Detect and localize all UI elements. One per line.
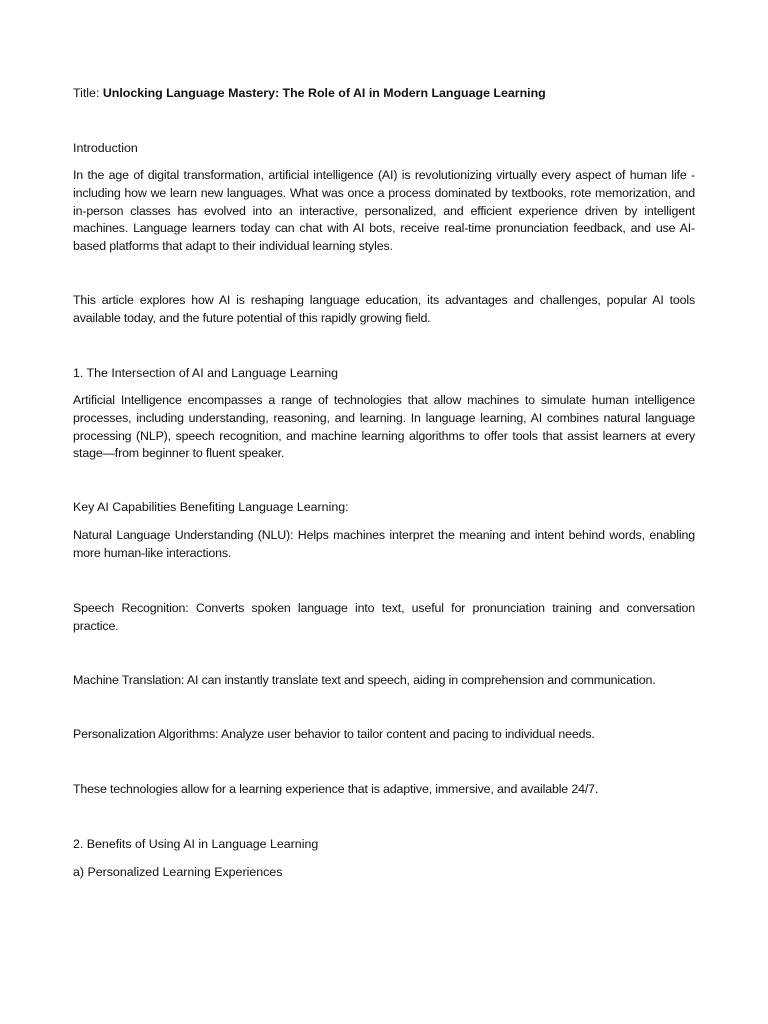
- capability-speech-recognition: Speech Recognition: Converts spoken language into text, useful for pronunciation training and conversation practice.: [73, 601, 695, 633]
- section-1-paragraph: Artificial Intelligence encompasses a range of technologies that allow machines to simulate human intelligence processes, including understanding, reasoning, and learning. In language learning, AI combines natural language processing (NLP), speech recognition, and machine learning algorithms to offer tools that assist learners at every stage—from beginner to fluent speaker.: [73, 393, 695, 461]
- capability-nlu: Natural Language Understanding (NLU): Helps machines interpret the meaning and intent behind words, enabling more human-like interactions.: [73, 528, 695, 560]
- section-1-heading: 1. The Intersection of AI and Language Learning: [73, 366, 338, 380]
- section-2-heading: 2. Benefits of Using AI in Language Learning: [73, 837, 319, 851]
- capabilities-summary: These technologies allow for a learning experience that is adaptive, immersive, and available 24/7.: [73, 782, 599, 796]
- intro-paragraph-2: This article explores how AI is reshaping language education, its advantages and challenges, popular AI tools available today, and the future potential of this rapidly growing field.: [73, 293, 695, 325]
- title-label: Title:: [73, 86, 103, 100]
- capability-machine-translation: Machine Translation: AI can instantly translate text and speech, aiding in comprehension and communication.: [73, 673, 656, 687]
- document-title: [73, 85, 695, 103]
- capability-personalization: Personalization Algorithms: Analyze user behavior to tailor content and pacing to individual needs.: [73, 727, 595, 741]
- intro-paragraph-1: In the age of digital transformation, artificial intelligence (AI) is revolutionizing virtually every aspect of human life - including how we learn new languages. What was once a process dominated by textbooks, rote memorization, and in-person classes has evolved into an interactive, personalized, and efficient experience driven by intelligent machines. Language learners today can chat with AI bots, receive real-time pronunciation feedback, and use AI-based platforms that adapt to their individual learning styles.: [73, 168, 695, 254]
- intro-heading: Introduction: [73, 141, 138, 155]
- section-2-subheading-a: a) Personalized Learning Experiences: [73, 865, 283, 879]
- title-text: Unlocking Language Mastery: The Role of AI in Modern Language Learning: [102, 86, 546, 100]
- capabilities-heading: Key AI Capabilities Benefiting Language Learning:: [73, 500, 349, 514]
